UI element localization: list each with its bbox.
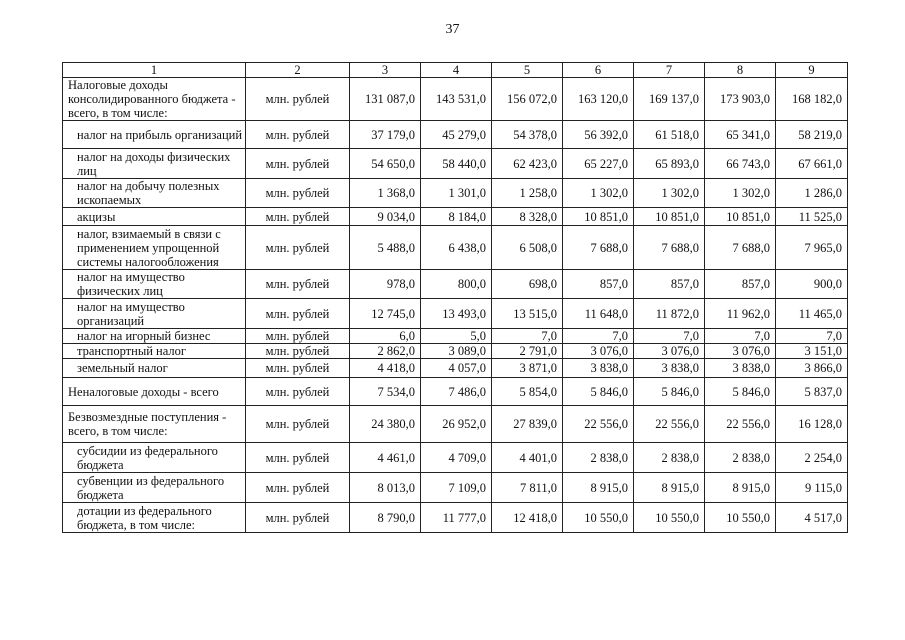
value-cell: 58 219,0 bbox=[776, 121, 848, 149]
value-cell: 5 846,0 bbox=[563, 378, 634, 406]
value-cell: 9 034,0 bbox=[350, 208, 421, 226]
page-number: 37 bbox=[445, 22, 460, 37]
value-cell: 4 418,0 bbox=[350, 359, 421, 378]
value-cell: 8 915,0 bbox=[634, 473, 705, 503]
row-label: транспортный налог bbox=[63, 344, 246, 359]
value-cell: 9 115,0 bbox=[776, 473, 848, 503]
row-label: налог на прибыль организаций bbox=[63, 121, 246, 149]
value-cell: 22 556,0 bbox=[634, 406, 705, 443]
value-cell: 7,0 bbox=[634, 329, 705, 344]
table-row bbox=[63, 149, 848, 179]
row-label: земельный налог bbox=[63, 359, 246, 378]
value-cell: 3 076,0 bbox=[563, 344, 634, 359]
unit-cell: млн. рублей bbox=[246, 473, 350, 503]
value-cell: 8 013,0 bbox=[350, 473, 421, 503]
row-label: Неналоговые доходы - всего bbox=[63, 378, 246, 406]
value-cell: 11 962,0 bbox=[705, 299, 776, 329]
value-cell: 3 089,0 bbox=[421, 344, 492, 359]
row-label: налог на добычу полезных ископаемых bbox=[63, 179, 246, 208]
value-cell: 22 556,0 bbox=[705, 406, 776, 443]
table-row bbox=[63, 473, 848, 503]
value-cell: 978,0 bbox=[350, 270, 421, 299]
unit-cell: млн. рублей bbox=[246, 329, 350, 344]
table-row bbox=[63, 443, 848, 473]
unit-cell: млн. рублей bbox=[246, 344, 350, 359]
table-row bbox=[63, 406, 848, 443]
row-label: субвенции из федерального бюджета bbox=[63, 473, 246, 503]
header-cell: 9 bbox=[776, 63, 848, 78]
value-cell: 6,0 bbox=[350, 329, 421, 344]
value-cell: 173 903,0 bbox=[705, 78, 776, 121]
value-cell: 7 534,0 bbox=[350, 378, 421, 406]
table-row bbox=[63, 359, 848, 378]
unit-cell: млн. рублей bbox=[246, 226, 350, 270]
value-cell: 900,0 bbox=[776, 270, 848, 299]
value-cell: 8 184,0 bbox=[421, 208, 492, 226]
row-label: акцизы bbox=[63, 208, 246, 226]
table-row bbox=[63, 121, 848, 149]
value-cell: 1 302,0 bbox=[563, 179, 634, 208]
value-cell: 10 851,0 bbox=[705, 208, 776, 226]
value-cell: 13 515,0 bbox=[492, 299, 563, 329]
value-cell: 66 743,0 bbox=[705, 149, 776, 179]
value-cell: 7 109,0 bbox=[421, 473, 492, 503]
value-cell: 54 378,0 bbox=[492, 121, 563, 149]
row-label: Безвозмездные поступления - всего, в том числе: bbox=[63, 406, 246, 443]
unit-cell: млн. рублей bbox=[246, 208, 350, 226]
value-cell: 1 368,0 bbox=[350, 179, 421, 208]
row-label: Налоговые доходы консолидированного бюджета - всего, в том числе: bbox=[63, 78, 246, 121]
value-cell: 7 688,0 bbox=[634, 226, 705, 270]
unit-cell: млн. рублей bbox=[246, 270, 350, 299]
unit-cell: млн. рублей bbox=[246, 359, 350, 378]
value-cell: 2 862,0 bbox=[350, 344, 421, 359]
value-cell: 5 837,0 bbox=[776, 378, 848, 406]
value-cell: 2 254,0 bbox=[776, 443, 848, 473]
unit-cell: млн. рублей bbox=[246, 443, 350, 473]
value-cell: 7 811,0 bbox=[492, 473, 563, 503]
value-cell: 7,0 bbox=[492, 329, 563, 344]
value-cell: 131 087,0 bbox=[350, 78, 421, 121]
value-cell: 163 120,0 bbox=[563, 78, 634, 121]
row-label: дотации из федерального бюджета, в том числе: bbox=[63, 503, 246, 533]
value-cell: 4 517,0 bbox=[776, 503, 848, 533]
value-cell: 698,0 bbox=[492, 270, 563, 299]
unit-cell: млн. рублей bbox=[246, 299, 350, 329]
value-cell: 11 648,0 bbox=[563, 299, 634, 329]
value-cell: 7,0 bbox=[563, 329, 634, 344]
header-cell: 8 bbox=[705, 63, 776, 78]
row-label: налог на доходы физических лиц bbox=[63, 149, 246, 179]
table-row bbox=[63, 179, 848, 208]
unit-cell: млн. рублей bbox=[246, 179, 350, 208]
header-row bbox=[63, 63, 848, 78]
value-cell: 857,0 bbox=[705, 270, 776, 299]
value-cell: 27 839,0 bbox=[492, 406, 563, 443]
value-cell: 11 465,0 bbox=[776, 299, 848, 329]
header-cell: 7 bbox=[634, 63, 705, 78]
value-cell: 26 952,0 bbox=[421, 406, 492, 443]
row-label: субсидии из федерального бюджета bbox=[63, 443, 246, 473]
value-cell: 10 851,0 bbox=[563, 208, 634, 226]
value-cell: 857,0 bbox=[634, 270, 705, 299]
value-cell: 2 838,0 bbox=[634, 443, 705, 473]
value-cell: 3 076,0 bbox=[634, 344, 705, 359]
header-cell: 1 bbox=[63, 63, 246, 78]
value-cell: 1 301,0 bbox=[421, 179, 492, 208]
value-cell: 8 915,0 bbox=[705, 473, 776, 503]
value-cell: 65 227,0 bbox=[563, 149, 634, 179]
value-cell: 45 279,0 bbox=[421, 121, 492, 149]
value-cell: 4 401,0 bbox=[492, 443, 563, 473]
table-row bbox=[63, 329, 848, 344]
unit-cell: млн. рублей bbox=[246, 78, 350, 121]
value-cell: 67 661,0 bbox=[776, 149, 848, 179]
table-row bbox=[63, 503, 848, 533]
value-cell: 169 137,0 bbox=[634, 78, 705, 121]
table-row bbox=[63, 208, 848, 226]
value-cell: 24 380,0 bbox=[350, 406, 421, 443]
value-cell: 11 872,0 bbox=[634, 299, 705, 329]
value-cell: 10 550,0 bbox=[563, 503, 634, 533]
value-cell: 5 488,0 bbox=[350, 226, 421, 270]
table-row bbox=[63, 78, 848, 121]
value-cell: 7 965,0 bbox=[776, 226, 848, 270]
value-cell: 3 838,0 bbox=[563, 359, 634, 378]
header-cell: 3 bbox=[350, 63, 421, 78]
unit-cell: млн. рублей bbox=[246, 406, 350, 443]
value-cell: 61 518,0 bbox=[634, 121, 705, 149]
value-cell: 8 915,0 bbox=[563, 473, 634, 503]
value-cell: 2 791,0 bbox=[492, 344, 563, 359]
value-cell: 10 550,0 bbox=[634, 503, 705, 533]
value-cell: 56 392,0 bbox=[563, 121, 634, 149]
unit-cell: млн. рублей bbox=[246, 503, 350, 533]
value-cell: 5 846,0 bbox=[634, 378, 705, 406]
unit-cell: млн. рублей bbox=[246, 121, 350, 149]
value-cell: 65 341,0 bbox=[705, 121, 776, 149]
value-cell: 3 838,0 bbox=[634, 359, 705, 378]
table-row bbox=[63, 226, 848, 270]
value-cell: 2 838,0 bbox=[705, 443, 776, 473]
budget-revenue-table bbox=[62, 62, 848, 533]
value-cell: 168 182,0 bbox=[776, 78, 848, 121]
value-cell: 156 072,0 bbox=[492, 78, 563, 121]
value-cell: 3 871,0 bbox=[492, 359, 563, 378]
value-cell: 7 688,0 bbox=[563, 226, 634, 270]
value-cell: 12 418,0 bbox=[492, 503, 563, 533]
value-cell: 2 838,0 bbox=[563, 443, 634, 473]
row-label: налог на имущество физических лиц bbox=[63, 270, 246, 299]
value-cell: 1 286,0 bbox=[776, 179, 848, 208]
table-row bbox=[63, 299, 848, 329]
unit-cell: млн. рублей bbox=[246, 378, 350, 406]
row-label: налог на игорный бизнес bbox=[63, 329, 246, 344]
value-cell: 3 838,0 bbox=[705, 359, 776, 378]
value-cell: 5 846,0 bbox=[705, 378, 776, 406]
value-cell: 10 550,0 bbox=[705, 503, 776, 533]
value-cell: 5 854,0 bbox=[492, 378, 563, 406]
header-cell: 6 bbox=[563, 63, 634, 78]
value-cell: 54 650,0 bbox=[350, 149, 421, 179]
value-cell: 11 777,0 bbox=[421, 503, 492, 533]
value-cell: 8 328,0 bbox=[492, 208, 563, 226]
value-cell: 800,0 bbox=[421, 270, 492, 299]
value-cell: 12 745,0 bbox=[350, 299, 421, 329]
table-row bbox=[63, 378, 848, 406]
value-cell: 143 531,0 bbox=[421, 78, 492, 121]
value-cell: 58 440,0 bbox=[421, 149, 492, 179]
value-cell: 62 423,0 bbox=[492, 149, 563, 179]
value-cell: 6 508,0 bbox=[492, 226, 563, 270]
unit-cell: млн. рублей bbox=[246, 149, 350, 179]
value-cell: 4 461,0 bbox=[350, 443, 421, 473]
value-cell: 10 851,0 bbox=[634, 208, 705, 226]
value-cell: 7,0 bbox=[705, 329, 776, 344]
value-cell: 6 438,0 bbox=[421, 226, 492, 270]
value-cell: 37 179,0 bbox=[350, 121, 421, 149]
value-cell: 16 128,0 bbox=[776, 406, 848, 443]
value-cell: 8 790,0 bbox=[350, 503, 421, 533]
row-label: налог на имущество организаций bbox=[63, 299, 246, 329]
value-cell: 3 866,0 bbox=[776, 359, 848, 378]
value-cell: 22 556,0 bbox=[563, 406, 634, 443]
value-cell: 1 302,0 bbox=[705, 179, 776, 208]
value-cell: 7 486,0 bbox=[421, 378, 492, 406]
value-cell: 857,0 bbox=[563, 270, 634, 299]
value-cell: 65 893,0 bbox=[634, 149, 705, 179]
value-cell: 3 076,0 bbox=[705, 344, 776, 359]
value-cell: 1 302,0 bbox=[634, 179, 705, 208]
header-cell: 2 bbox=[246, 63, 350, 78]
table-row bbox=[63, 344, 848, 359]
value-cell: 11 525,0 bbox=[776, 208, 848, 226]
value-cell: 1 258,0 bbox=[492, 179, 563, 208]
header-cell: 5 bbox=[492, 63, 563, 78]
value-cell: 5,0 bbox=[421, 329, 492, 344]
value-cell: 7,0 bbox=[776, 329, 848, 344]
value-cell: 4 709,0 bbox=[421, 443, 492, 473]
value-cell: 13 493,0 bbox=[421, 299, 492, 329]
value-cell: 3 151,0 bbox=[776, 344, 848, 359]
table-row bbox=[63, 270, 848, 299]
header-cell: 4 bbox=[421, 63, 492, 78]
value-cell: 4 057,0 bbox=[421, 359, 492, 378]
value-cell: 7 688,0 bbox=[705, 226, 776, 270]
row-label: налог, взимаемый в связи с применением упрощенной системы налогообложения bbox=[63, 226, 246, 270]
